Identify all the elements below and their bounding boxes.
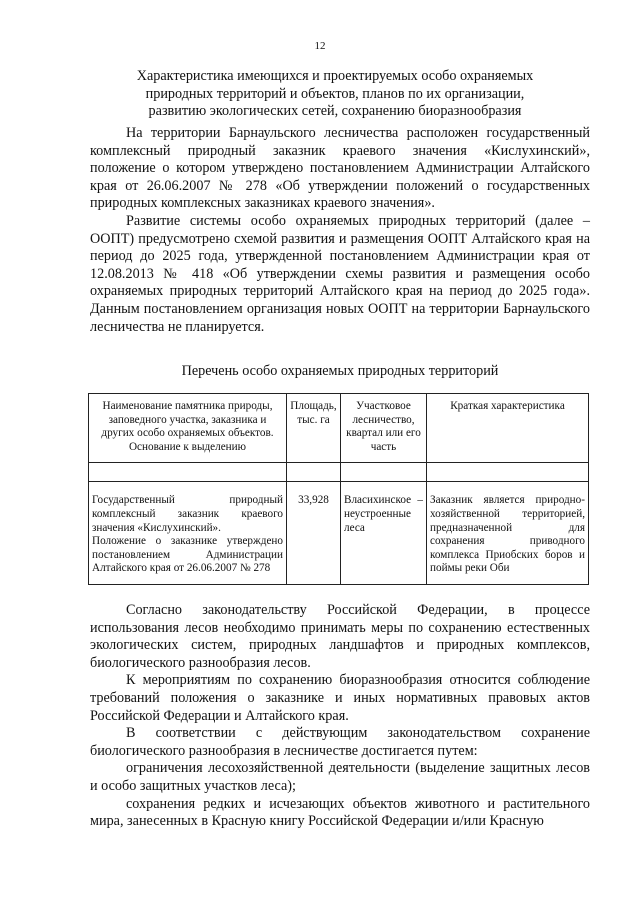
paragraph-oopt-development: Развитие системы особо охраняемых природных территорий (далее – ООПТ) предусмотрено схемой развития и размещения ООПТ Алтайского края на период до 2025 года, утвержденной постановлением Администрации края от 12.08.2013 № 418 «Об утверждении схемы развития и размещения особо охраняемых природных территорий Алтайского края на период до 2025 года». Данным постановлением организация новых ООПТ на территории Барнаульского лесничества не планируется. bbox=[90, 212, 590, 335]
cell-forestry: Власихинское – неустроенные леса bbox=[341, 482, 427, 585]
outro-text bbox=[90, 602, 590, 831]
header-name: Наименование памятника природы, заповедного участка, заказника и других особо охраняемых объектов. Основание к выделению bbox=[89, 394, 287, 463]
paragraph-legislation: Согласно законодательству Российской Федерации, в процессе использования лесов необходимо принимать меры по сохранению естественных экологических систем, природных ландшафтов и природных комплексов, биологического разнообразия лесов. bbox=[90, 602, 590, 671]
paragraph-method-red-book: сохранения редких и исчезающих объектов животного и растительного мира, занесенных в Красную книгу Российской Федерации и/или Красную bbox=[90, 795, 590, 830]
header-area: Площадь, тыс. га bbox=[287, 394, 341, 463]
table-row bbox=[89, 482, 589, 585]
cell-name-title: Государственный природный комплексный заказник краевого значения «Кислухинский». bbox=[92, 494, 283, 534]
intro-text bbox=[90, 125, 590, 336]
cell-description: Заказник является природно-хозяйственной территорией, предназначенной для сохранения приводного комплекса Приобских боров и поймы реки Оби bbox=[427, 482, 589, 585]
oopt-table bbox=[88, 393, 589, 585]
cell-name-basis: Положение о заказнике утверждено постановлением Администрации Алтайского края от 26.06.2007 № 278 bbox=[92, 535, 283, 575]
table-spacer-row bbox=[89, 463, 589, 482]
cell-area: 33,928 bbox=[287, 482, 341, 585]
paragraph-zakaznik: На территории Барнаульского лесничества расположен государственный комплексный природный заказник краевого значения «Кислухинский», положение о котором утверждено постановлением Администрации Алтайского края от 26.06.2007 № 278 «Об утверждении положений о государственных природных комплексных заказниках краевого значения». bbox=[90, 125, 590, 212]
table-header-row bbox=[89, 394, 589, 463]
section-title bbox=[110, 68, 560, 121]
paragraph-methods-intro: В соответствии с действующим законодательством сохранение биологического разнообразия в лесничестве достигается путем: bbox=[90, 725, 590, 759]
cell-name bbox=[89, 482, 287, 585]
table-title: Перечень особо охраняемых природных территорий bbox=[181, 363, 499, 379]
paragraph-measures: К мероприятиям по сохранению биоразнообразия относится соблюдение требований положения о заказнике и иных нормативных правовых актов Российской Федерации и Алтайского края. bbox=[90, 672, 590, 724]
header-description: Краткая характеристика bbox=[427, 394, 589, 463]
section-title-line-3: развитию экологических сетей, сохранению биоразнообразия bbox=[148, 103, 522, 119]
paragraph-method-restriction: ограничения лесохозяйственной деятельности (выделение защитных лесов и особо защитных участков леса); bbox=[90, 760, 590, 794]
page-number: 12 bbox=[314, 40, 326, 52]
header-forestry: Участковое лесничество, квартал или его часть bbox=[341, 394, 427, 463]
section-title-line-1: Характеристика имеющихся и проектируемых особо охраняемых bbox=[136, 68, 534, 84]
section-title-line-2: природных территорий и объектов, планов по их организации, bbox=[145, 85, 525, 102]
